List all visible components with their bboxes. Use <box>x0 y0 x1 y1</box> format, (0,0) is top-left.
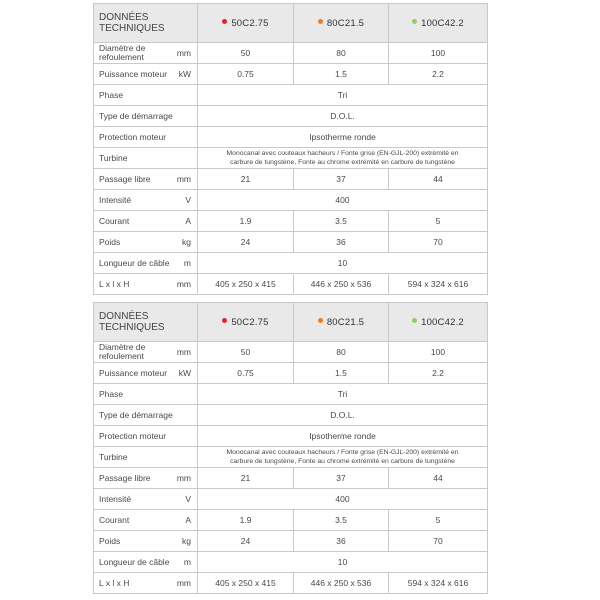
cell-value: 446 x 250 x 536 <box>294 274 389 295</box>
row-unit: kg <box>174 232 198 253</box>
row-cable <box>94 552 488 573</box>
row-label: Courant <box>94 211 174 232</box>
cell-value: 21 <box>198 169 294 190</box>
row-dimensions <box>94 573 488 594</box>
cell-value: 36 <box>294 232 389 253</box>
cell-value: Ipsotherme ronde <box>198 426 488 447</box>
row-cable <box>94 253 488 274</box>
row-label: Phase <box>94 384 198 405</box>
row-demarrage <box>94 405 488 426</box>
cell-value: Monocanal avec couteaux hacheurs / Fonte grise (EN-GJL-200) extrémité en carbure de tungstène, Fonte au chrome extrémité en carbure de tungstène <box>198 148 488 169</box>
row-label: Puissance moteur <box>94 64 174 85</box>
row-label: Diamètre de refoulement <box>94 43 174 64</box>
row-unit: mm <box>174 169 198 190</box>
cell-value: 1.9 <box>198 510 294 531</box>
row-demarrage <box>94 106 488 127</box>
dot-icon <box>222 318 227 323</box>
header-row <box>94 303 488 342</box>
header-row <box>94 4 488 43</box>
row-label: Poids <box>94 531 174 552</box>
row-protection <box>94 426 488 447</box>
row-puissance <box>94 363 488 384</box>
cell-value: Tri <box>198 384 488 405</box>
cell-value: Tri <box>198 85 488 106</box>
row-label: Courant <box>94 510 174 531</box>
cell-value: 405 x 250 x 415 <box>198 573 294 594</box>
cell-value: 50 <box>198 43 294 64</box>
row-label: Diamètre de refoulement <box>94 342 174 363</box>
dot-icon <box>318 19 323 24</box>
row-unit: kg <box>174 531 198 552</box>
table-title: DONNÉES TECHNIQUES <box>94 303 198 342</box>
cell-value: 1.5 <box>294 363 389 384</box>
row-label: Protection moteur <box>94 426 198 447</box>
row-unit: kW <box>174 363 198 384</box>
dot-icon <box>318 318 323 323</box>
cell-value: 37 <box>294 468 389 489</box>
row-label: Longueur de câble <box>94 552 174 573</box>
cell-value: 100 <box>389 43 488 64</box>
model-header-3: 100C42.2 <box>389 303 488 342</box>
cell-value: 100 <box>389 342 488 363</box>
row-intensite <box>94 190 488 211</box>
cell-value: 3.5 <box>294 510 389 531</box>
row-courant <box>94 211 488 232</box>
row-label: Passage libre <box>94 169 174 190</box>
row-diametre <box>94 342 488 363</box>
cell-value: 80 <box>294 342 389 363</box>
row-phase <box>94 384 488 405</box>
cell-value: 594 x 324 x 616 <box>389 573 488 594</box>
cell-value: 405 x 250 x 415 <box>198 274 294 295</box>
row-label: Intensité <box>94 190 174 211</box>
row-unit: mm <box>174 43 198 64</box>
spec-table-2 <box>93 302 488 594</box>
row-label: Longueur de câble <box>94 253 174 274</box>
row-unit: V <box>174 489 198 510</box>
row-label: Turbine <box>94 148 198 169</box>
cell-value: 50 <box>198 342 294 363</box>
dot-icon <box>412 318 417 323</box>
model-header-3: 100C42.2 <box>389 4 488 43</box>
cell-value: D.O.L. <box>198 405 488 426</box>
cell-value: 2.2 <box>389 363 488 384</box>
row-label: Turbine <box>94 447 198 468</box>
cell-value: 1.9 <box>198 211 294 232</box>
row-unit: kW <box>174 64 198 85</box>
model-header-1: 50C2.75 <box>198 303 294 342</box>
row-courant <box>94 510 488 531</box>
row-unit: mm <box>174 468 198 489</box>
cell-value: Ipsotherme ronde <box>198 127 488 148</box>
cell-value: 10 <box>198 552 488 573</box>
row-label: Poids <box>94 232 174 253</box>
cell-value: 1.5 <box>294 64 389 85</box>
row-dimensions <box>94 274 488 295</box>
dot-icon <box>412 19 417 24</box>
row-intensite <box>94 489 488 510</box>
cell-value: 5 <box>389 510 488 531</box>
cell-value: 10 <box>198 253 488 274</box>
cell-value: 80 <box>294 43 389 64</box>
row-turbine <box>94 447 488 468</box>
row-phase <box>94 85 488 106</box>
cell-value: 70 <box>389 232 488 253</box>
row-label: Protection moteur <box>94 127 198 148</box>
row-unit: m <box>174 253 198 274</box>
cell-value: 37 <box>294 169 389 190</box>
cell-value: 446 x 250 x 536 <box>294 573 389 594</box>
model-header-1: 50C2.75 <box>198 4 294 43</box>
model-header-2: 80C21.5 <box>294 303 389 342</box>
cell-value: 400 <box>198 190 488 211</box>
cell-value: 400 <box>198 489 488 510</box>
cell-value: D.O.L. <box>198 106 488 127</box>
row-diametre <box>94 43 488 64</box>
spec-table-1 <box>93 3 488 295</box>
row-unit: mm <box>174 274 198 295</box>
row-unit: m <box>174 552 198 573</box>
row-unit: mm <box>174 573 198 594</box>
row-label: Type de démarrage <box>94 106 198 127</box>
cell-value: 70 <box>389 531 488 552</box>
row-passage <box>94 468 488 489</box>
row-label: Phase <box>94 85 198 106</box>
row-unit: mm <box>174 342 198 363</box>
row-unit: A <box>174 510 198 531</box>
cell-value: 21 <box>198 468 294 489</box>
row-label: L x l x H <box>94 573 174 594</box>
cell-value: 24 <box>198 232 294 253</box>
row-unit: V <box>174 190 198 211</box>
cell-value: 24 <box>198 531 294 552</box>
cell-value: 44 <box>389 468 488 489</box>
cell-value: 2.2 <box>389 64 488 85</box>
row-label: L x l x H <box>94 274 174 295</box>
row-poids <box>94 531 488 552</box>
row-unit: A <box>174 211 198 232</box>
row-puissance <box>94 64 488 85</box>
row-protection <box>94 127 488 148</box>
row-label: Type de démarrage <box>94 405 198 426</box>
row-label: Intensité <box>94 489 174 510</box>
cell-value: 44 <box>389 169 488 190</box>
row-label: Passage libre <box>94 468 174 489</box>
cell-value: 0.75 <box>198 363 294 384</box>
row-turbine <box>94 148 488 169</box>
cell-value: 36 <box>294 531 389 552</box>
cell-value: 5 <box>389 211 488 232</box>
row-label: Puissance moteur <box>94 363 174 384</box>
model-header-2: 80C21.5 <box>294 4 389 43</box>
cell-value: 3.5 <box>294 211 389 232</box>
cell-value: 594 x 324 x 616 <box>389 274 488 295</box>
row-passage <box>94 169 488 190</box>
row-poids <box>94 232 488 253</box>
cell-value: Monocanal avec couteaux hacheurs / Fonte grise (EN-GJL-200) extrémité en carbure de tungstène, Fonte au chrome extrémité en carbure de tungstène <box>198 447 488 468</box>
dot-icon <box>222 19 227 24</box>
table-title: DONNÉES TECHNIQUES <box>94 4 198 43</box>
cell-value: 0.75 <box>198 64 294 85</box>
